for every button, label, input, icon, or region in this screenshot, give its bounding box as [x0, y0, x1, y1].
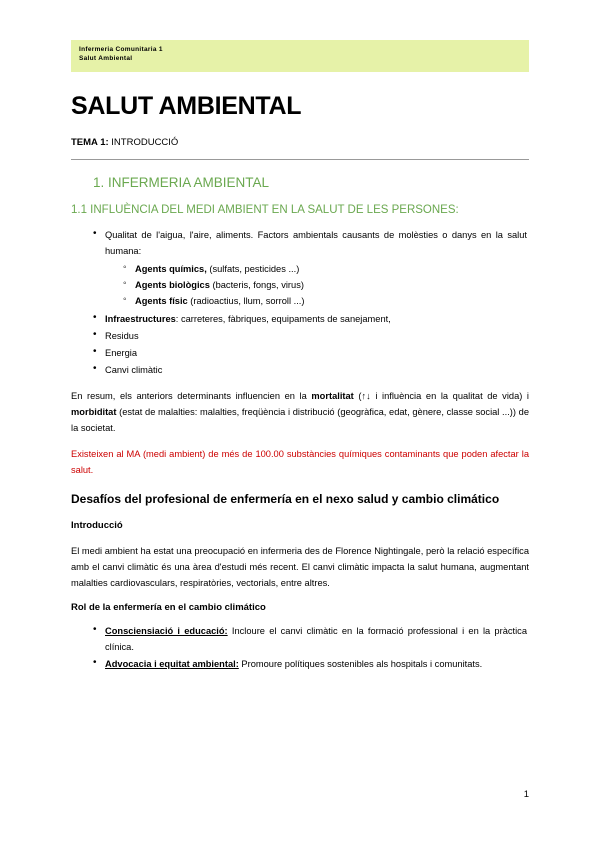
subsection-heading-1-1: 1.1 INFLUÈNCIA DEL MEDI AMBIENT EN LA SALUT DE LES PERSONES: — [71, 204, 459, 216]
resum-part2: (↑↓ i influència en la qualitat de vida) i — [353, 391, 529, 401]
list-item — [135, 277, 527, 293]
bullet-list-primary — [71, 227, 529, 378]
document-content — [71, 0, 529, 673]
list-item — [135, 261, 527, 277]
bullet-list-secondary — [105, 261, 527, 309]
rol-bullet-rest: Promoure polítiques sostenibles als hospitals i comunitats. — [238, 659, 483, 669]
document-header-band — [71, 40, 529, 72]
bullet-text-residus: Residus — [105, 331, 139, 341]
tema-text: INTRODUCCIÓ — [108, 137, 179, 148]
rol-bullet-bold: Consciensiació i educació: — [105, 626, 228, 636]
paragraph-highlight-red: Existeixen al MA (medi ambient) de més de 100.00 substàncies químiques contaminants que poden afectar la salut. — [71, 449, 529, 475]
bullet-text-energia: Energia — [105, 348, 138, 358]
list-item — [105, 328, 529, 344]
list-item — [105, 623, 529, 655]
sub-bullet-rest: (radioactius, llum, sorroll ...) — [187, 296, 305, 306]
list-item — [105, 362, 529, 378]
tema-line — [71, 136, 529, 149]
heading-desafios: Desafíos del profesional de enfermería en el nexo salud y cambio climático — [71, 492, 500, 506]
resum-bold-morbiditat: morbiditat — [71, 407, 117, 417]
page-title: SALUT AMBIENTAL — [71, 92, 302, 120]
paragraph-introduccio: El medi ambient ha estat una preocupació en infermeria des de Florence Nightingale, però la relació específica amb el canvi climàtic és una àrea d'estudi més recent. El canvi climàtic impacta la salut humana, augmentant malalties cardiovasculars, respiratòries, vectorials, entre altres. — [71, 546, 529, 588]
resum-bold-mortalitat: mortalitat — [311, 391, 354, 401]
bullet-bold-infraestructures: Infraestructures — [105, 314, 176, 324]
bullet-text-infraestructures: : carreteres, fàbriques, equipaments de sanejament, — [175, 314, 391, 324]
tema-label: TEMA 1: — [71, 137, 109, 148]
rol-bullet-rest: Incloure el canvi climàtic en la formació professional i en la pràctica clínica. — [105, 626, 527, 652]
paragraph-resum — [71, 388, 529, 436]
heading-rol-enfermeria: Rol de la enfermería en el cambio climático — [71, 602, 266, 613]
sub-bullet-bold: Agents biològics — [135, 280, 210, 290]
list-item — [105, 345, 529, 361]
resum-part1: En resum, els anteriors determinants influencien en la — [71, 391, 312, 401]
sub-bullet-bold: Agents químics, — [135, 264, 207, 274]
header-line-course: Infermeria Comunitaria 1 — [79, 46, 163, 53]
heading-introduccio: Introducció — [71, 520, 123, 531]
bullet-list-rol — [71, 623, 529, 672]
list-item — [105, 227, 529, 309]
sub-bullet-rest: (sulfats, pesticides ...) — [206, 264, 300, 274]
bullet-text-canvi-climatic: Canvi climàtic — [105, 365, 163, 375]
sub-bullet-bold: Agents físic — [135, 296, 188, 306]
list-item — [105, 311, 529, 327]
resum-part3: (estat de malalties: malalties, freqüència i distribució (geogràfica, edat, gènere, classe social ...)) de la societat. — [71, 407, 529, 433]
bullet-text-qualitat: Qualitat de l'aigua, l'aire, aliments. Factors ambientals causants de molèsties o danys en la salut humana: — [105, 230, 527, 256]
section-heading-1: 1. INFERMERIA AMBIENTAL — [93, 175, 270, 190]
rol-bullet-bold: Advocacia i equitat ambiental: — [105, 659, 239, 669]
title-divider — [71, 159, 529, 160]
header-line-subject: Salut Ambiental — [79, 55, 133, 62]
page-number: 1 — [523, 789, 529, 800]
sub-bullet-rest: (bacteris, fongs, virus) — [209, 280, 304, 290]
page-left-margin — [0, 0, 71, 848]
list-item — [105, 656, 529, 672]
list-item — [135, 293, 527, 309]
